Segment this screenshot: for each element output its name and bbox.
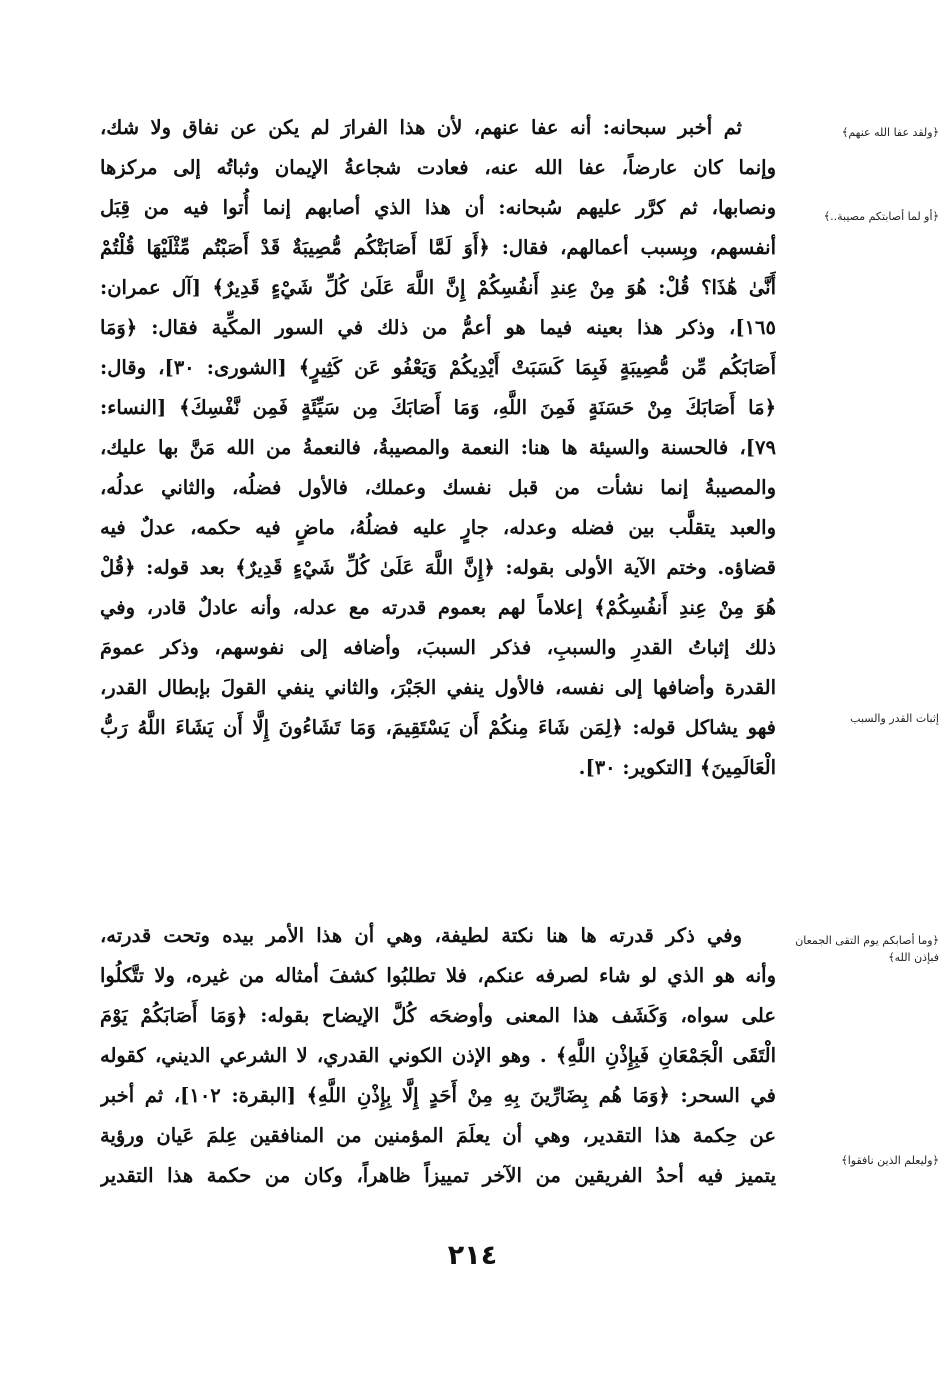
text-line: أَنَّىٰ هَٰذَا؟ قُلْ: هُوَ مِنْ عِندِ أَنفُسِكُمْ إِنَّ اللَّهَ عَلَىٰ كُلِّ شَيْءٍ قَدِيرٌ﴾ [آل عمران: — [100, 276, 776, 299]
text-line: هُوَ مِنْ عِندِ أَنفُسِكُمْ﴾ إعلاماً لهم بعموم قدرته مع عدله، وأنه عادلٌ قادر، وفي — [100, 596, 776, 619]
text-line: أنفسهم، وبِسبب أعمالهم، فقال: ﴿أَوَ لَمَّا أَصَابَتْكُم مُّصِيبَةٌ قَدْ أَصَبْتُم مِّثْلَيْهَا قُلْتُمْ — [100, 236, 776, 259]
page-number: ٢١٤ — [447, 1240, 498, 1271]
text-line: الْعَالَمِينَ﴾ [التكوير: ٣٠]. — [578, 756, 776, 779]
text-line: وأنه هو الذي لو شاء لصرفه عنكم، فلا تطلبُوا كشفَ أمثاله من غيره، ولا تتَّكلُوا — [100, 964, 776, 987]
text-line: ﴿مَا أَصَابَكَ مِنْ حَسَنَةٍ فَمِنَ اللَّهِ، وَمَا أَصَابَكَ مِن سَيِّئَةٍ فَمِن نَّفْسِكَ﴾ [النساء: — [100, 396, 776, 419]
text-line: عن حِكمة هذا التقدير، وهي أن يعلَمَ المؤمنين من المنافقين عِلمَ عَيان ورؤية — [100, 1124, 776, 1147]
margin-note-2: ﴿أو لما أصابتكم مصيبة..﴾ — [823, 210, 939, 223]
text-line: والمصيبةُ إنما نشأت من قبل نفسك وعملك، فالأول فضلُه، والثاني عدلُه، — [100, 476, 776, 499]
text-line: ذلك إثباتُ القدرِ والسببِ، فذكر السببَ، وأضافه إلى نفوسهم، وذكر عمومَ — [100, 636, 776, 659]
text-line: ١٦٥]، وذكر هذا بعينه فيما هو أعمُّ من ذلك في السور المكِّية فقال: ﴿وَمَا — [100, 316, 776, 339]
margin-note-3: إثبات القدر والسبب — [850, 712, 939, 725]
paragraph-2 — [100, 916, 776, 1196]
margin-note-1: ﴿ولقد عفا الله عنهم﴾ — [841, 126, 939, 139]
paragraph-1 — [100, 108, 776, 788]
margin-note-5: ﴿وليعلم الذين نافقوا﴾ — [841, 1154, 939, 1167]
text-line: وإنما كان عارضاً، عفا الله عنه، فعادت شجاعةُ الإيمان وثباتُه إلى مركزها — [100, 156, 776, 179]
text-line: وفي ذكر قدرته ها هنا نكتة لطيفة، وهي أن هذا الأمر بيده وتحت قدرته، — [100, 924, 742, 947]
text-line: القدرة وأضافها إلى نفسه، فالأول ينفي الجَبْرَ، والثاني ينفي القولَ بإبطال القدر، — [100, 676, 776, 699]
text-line: فهو يشاكل قوله: ﴿لِمَن شَاءَ مِنكُمْ أَن يَسْتَقِيمَ، وَمَا تَشَاءُونَ إِلَّا أَن يَشَاءَ اللَّهُ رَبُّ — [100, 716, 776, 739]
text-line: على سواه، وَكَشَف هذا المعنى وأوضحَه كُلَّ الإيضاح بقوله: ﴿وَمَا أَصَابَكُمْ يَوْمَ — [100, 1004, 776, 1027]
text-line: أَصَابَكُم مِّن مُّصِيبَةٍ فَبِمَا كَسَبَتْ أَيْدِيكُمْ وَيَعْفُو عَن كَثِيرٍ﴾ [الشورى: ٣٠]، وقال: — [100, 356, 776, 379]
text-line: يتميز فيه أحدُ الفريقين من الآخر تمييزاً ظاهراً، وكان من حكمة هذا التقدير — [100, 1164, 776, 1187]
text-line: قضاؤه. وختم الآية الأولى بقوله: ﴿إِنَّ اللَّهَ عَلَىٰ كُلِّ شَيْءٍ قَدِيرٌ﴾ بعد قوله: ﴿قُلْ — [100, 556, 776, 579]
margin-note-4: ﴿وما أصابكم يوم التقى الجمعان فبإذن الله﴾ — [795, 934, 939, 964]
text-line: ونصابها، ثم كرَّر عليهم سُبحانه: أن هذا الذي أصابهم إنما أُتوا فيه من قِبَل — [100, 196, 776, 219]
text-line: في السحر: ﴿وَمَا هُم بِضَارِّينَ بِهِ مِنْ أَحَدٍ إِلَّا بِإِذْنِ اللَّهِ﴾ [البقرة: ١٠٢]، ثم أخبر — [100, 1084, 776, 1107]
text-line: ٧٩]، فالحسنة والسيئة ها هنا: النعمة والمصيبةُ، فالنعمةُ من الله مَنَّ بها عليك، — [100, 436, 776, 459]
text-line: الْتَقَى الْجَمْعَانِ فَبِإِذْنِ اللَّهِ﴾ . وهو الإذن الكوني القدري، لا الشرعي الديني، كقوله — [100, 1044, 776, 1067]
text-line: والعبد يتقلَّب بين فضله وعدله، جارٍ عليه فضلُهُ، ماضٍ فيه حكمه، عدلٌ فيه — [100, 516, 776, 539]
text-line: ثم أخبر سبحانه: أنه عفا عنهم، لأن هذا الفرارَ لم يكن عن نفاق ولا شك، — [100, 116, 742, 139]
